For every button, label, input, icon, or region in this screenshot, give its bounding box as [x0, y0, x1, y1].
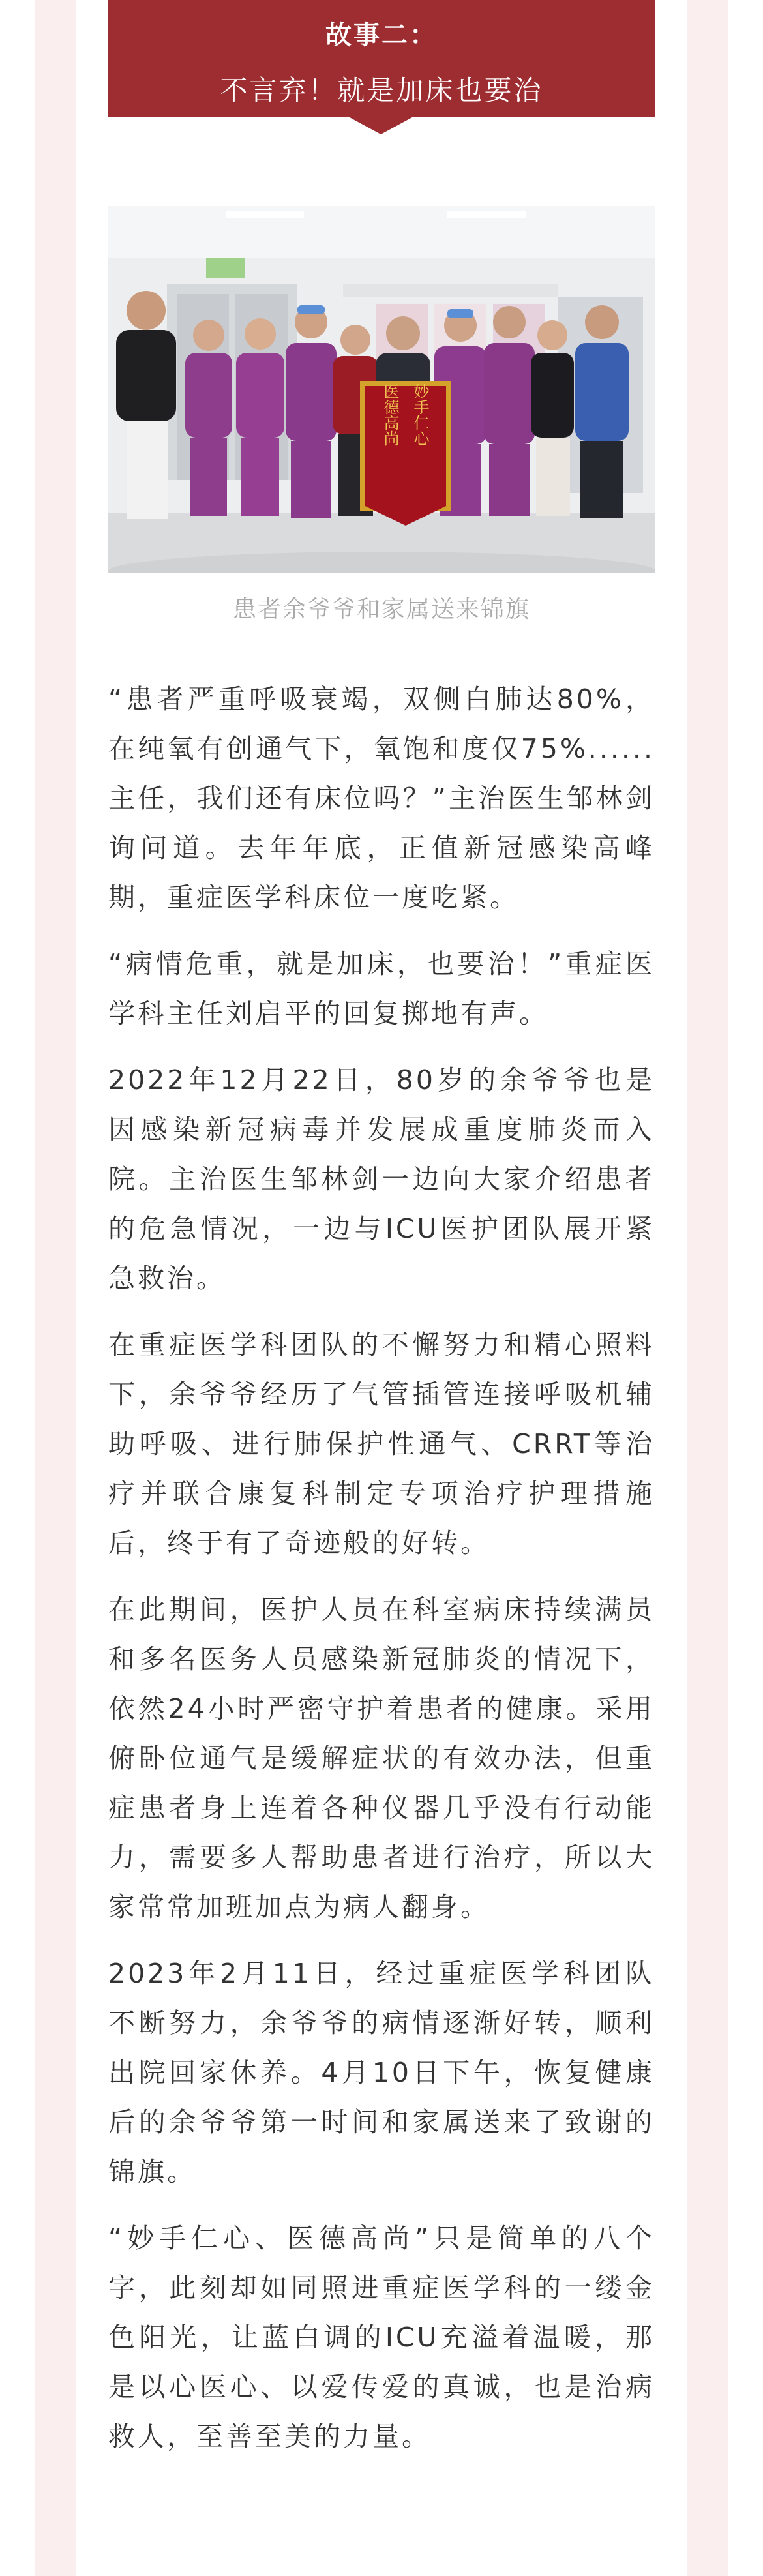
paragraph: “患者严重呼吸衰竭，双侧白肺达80%，在纯氧有创通气下，氧饱和度仅75%......主任，我们还有床位吗？”主治医生邹林剑询问道。去年年底，正值新冠感染高峰期，重症医学科床位一度吃紧。 [108, 683, 655, 913]
decorative-border-left [35, 0, 76, 2576]
group-photo [108, 206, 655, 573]
story-title-banner [108, 0, 655, 117]
paragraph: 2022年12月22日，80岁的余爷爷也是因感染新冠病毒并发展成重度肺炎而入院。主治医生邹林剑一边向大家介绍患者的危急情况，一边与ICU医护团队展开紧急救治。 [108, 1064, 655, 1294]
story-title: 不言弃！就是加床也要治 [220, 74, 543, 106]
silk-banner-line2: 医德高尚 [381, 383, 399, 446]
paragraph: “妙手仁心、医德高尚”只是简单的八个字，此刻却如同照进重症医学科的一缕金色阳光，让蓝白调的ICU充溢着温暖，那是以心医心、以爱传爱的真诚，也是治病救人，至善至美的力量。 [108, 2223, 655, 2452]
paragraph: 2023年2月11日，经过重症医学科团队不断努力，余爷爷的病情逐渐好转，顺利出院回家休养。4月10日下午，恢复健康后的余爷爷第一时间和家属送来了致谢的锦旗。 [108, 1958, 655, 2187]
article-body [108, 674, 655, 2478]
paragraph: 在重症医学科团队的不懈努力和精心照料下，余爷爷经历了气管插管连接呼吸机辅助呼吸、进行肺保护性通气、CRRT等治疗并联合康复科制定专项治疗护理措施后，终于有了奇迹般的好转。 [108, 1329, 655, 1559]
decorative-border-right [687, 0, 728, 2576]
paragraph: 在此期间，医护人员在科室病床持续满员和多名医务人员感染新冠肺炎的情况下，依然24小时严密守护着患者的健康。采用俯卧位通气是缓解症状的有效办法，但重症患者身上连着各种仪器几乎没有行动能力，需要多人帮助患者进行治疗，所以大家常常加班加点为病人翻身。 [108, 1594, 655, 1923]
story-number: 故事二： [325, 20, 438, 50]
paragraph: “病情危重，就是加床，也要治！”重症医学科主任刘启平的回复掷地有声。 [108, 948, 655, 1029]
article-content [108, 0, 655, 2452]
silk-banner-line1: 妙手仁心 [411, 383, 429, 446]
banner-notch [350, 117, 412, 134]
photo-caption: 患者余爷爷和家属送来锦旗 [232, 596, 530, 623]
